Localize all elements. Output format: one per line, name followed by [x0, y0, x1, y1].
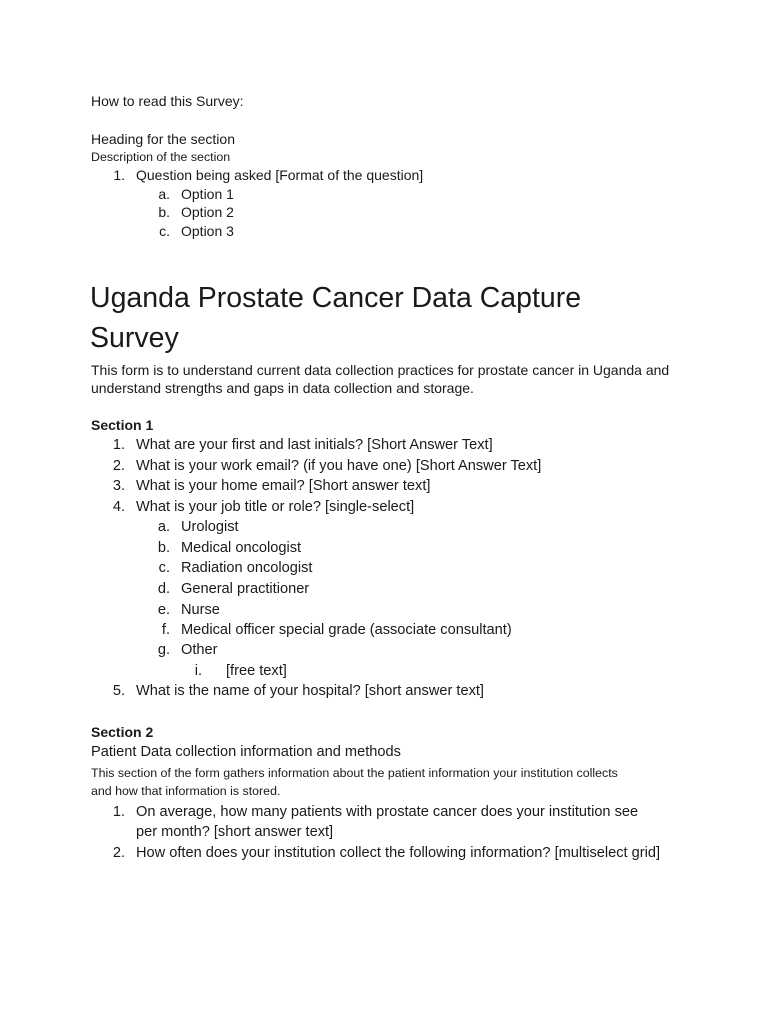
option-text: General practitioner	[181, 581, 310, 597]
guide-intro: How to read this Survey:	[91, 93, 244, 109]
option-text: Option 2	[181, 204, 234, 220]
option-text: Other	[181, 642, 218, 658]
list-marker: f.	[161, 622, 170, 638]
option-text: Urologist	[181, 519, 239, 535]
list-number: 2.	[112, 845, 125, 861]
section2-heading: Section 2	[91, 724, 154, 740]
list-number: 1.	[112, 437, 125, 453]
option-text: Medical officer special grade (associate consultant)	[181, 622, 512, 638]
question-text-continued: per month? [short answer text]	[136, 824, 334, 840]
question-text: What is your job title or role? [single-select]	[136, 499, 415, 515]
list-marker: c.	[158, 560, 170, 576]
list-number: 1.	[112, 804, 125, 820]
list-marker: b.	[158, 204, 170, 220]
list-number: 4.	[112, 499, 125, 515]
list-marker: a.	[158, 186, 170, 202]
guide-description: Description of the section	[91, 150, 231, 164]
section2-subheading: Patient Data collection information and methods	[91, 744, 401, 760]
question-text: How often does your institution collect the following information? [multiselect grid]	[136, 845, 661, 861]
question-text: Question being asked [Format of the question]	[136, 167, 424, 183]
option-text: Option 3	[181, 223, 234, 239]
option-text: [free text]	[226, 663, 287, 679]
guide-heading: Heading for the section	[91, 131, 235, 147]
list-marker: e.	[157, 602, 170, 618]
question-text: On average, how many patients with prostate cancer does your institution see	[136, 804, 639, 820]
list-marker: i.	[194, 663, 202, 679]
option-text: Option 1	[181, 186, 234, 202]
list-marker: a.	[157, 519, 170, 535]
list-number: 5.	[112, 683, 125, 699]
option-text: Medical oncologist	[181, 540, 302, 556]
section2-desc-line1: This section of the form gathers information about the patient information your institution collects	[91, 766, 618, 780]
section1-heading: Section 1	[91, 417, 154, 433]
list-marker: g.	[157, 642, 170, 658]
list-marker: b.	[157, 540, 170, 556]
section2-desc-line2: and how that information is stored.	[91, 784, 281, 798]
question-text: What is your home email? [Short answer text]	[136, 478, 431, 494]
survey-intro-line2: understand strengths and gaps in data collection and storage.	[91, 380, 474, 396]
survey-intro-line1: This form is to understand current data collection practices for prostate cancer in Uganda and	[91, 362, 670, 378]
question-text: What is your work email? (if you have one) [Short Answer Text]	[136, 458, 542, 474]
list-number: 1.	[113, 167, 125, 183]
survey-title-line1: Uganda Prostate Cancer Data Capture	[90, 282, 582, 314]
list-number: 2.	[112, 458, 125, 474]
option-text: Radiation oncologist	[181, 560, 313, 576]
list-marker: c.	[159, 223, 170, 239]
question-text: What is the name of your hospital? [short answer text]	[136, 683, 484, 699]
question-text: What are your first and last initials? [Short Answer Text]	[136, 437, 493, 453]
list-marker: d.	[157, 581, 170, 597]
survey-title-line2: Survey	[90, 322, 179, 354]
option-text: Nurse	[181, 602, 220, 618]
list-number: 3.	[112, 478, 125, 494]
